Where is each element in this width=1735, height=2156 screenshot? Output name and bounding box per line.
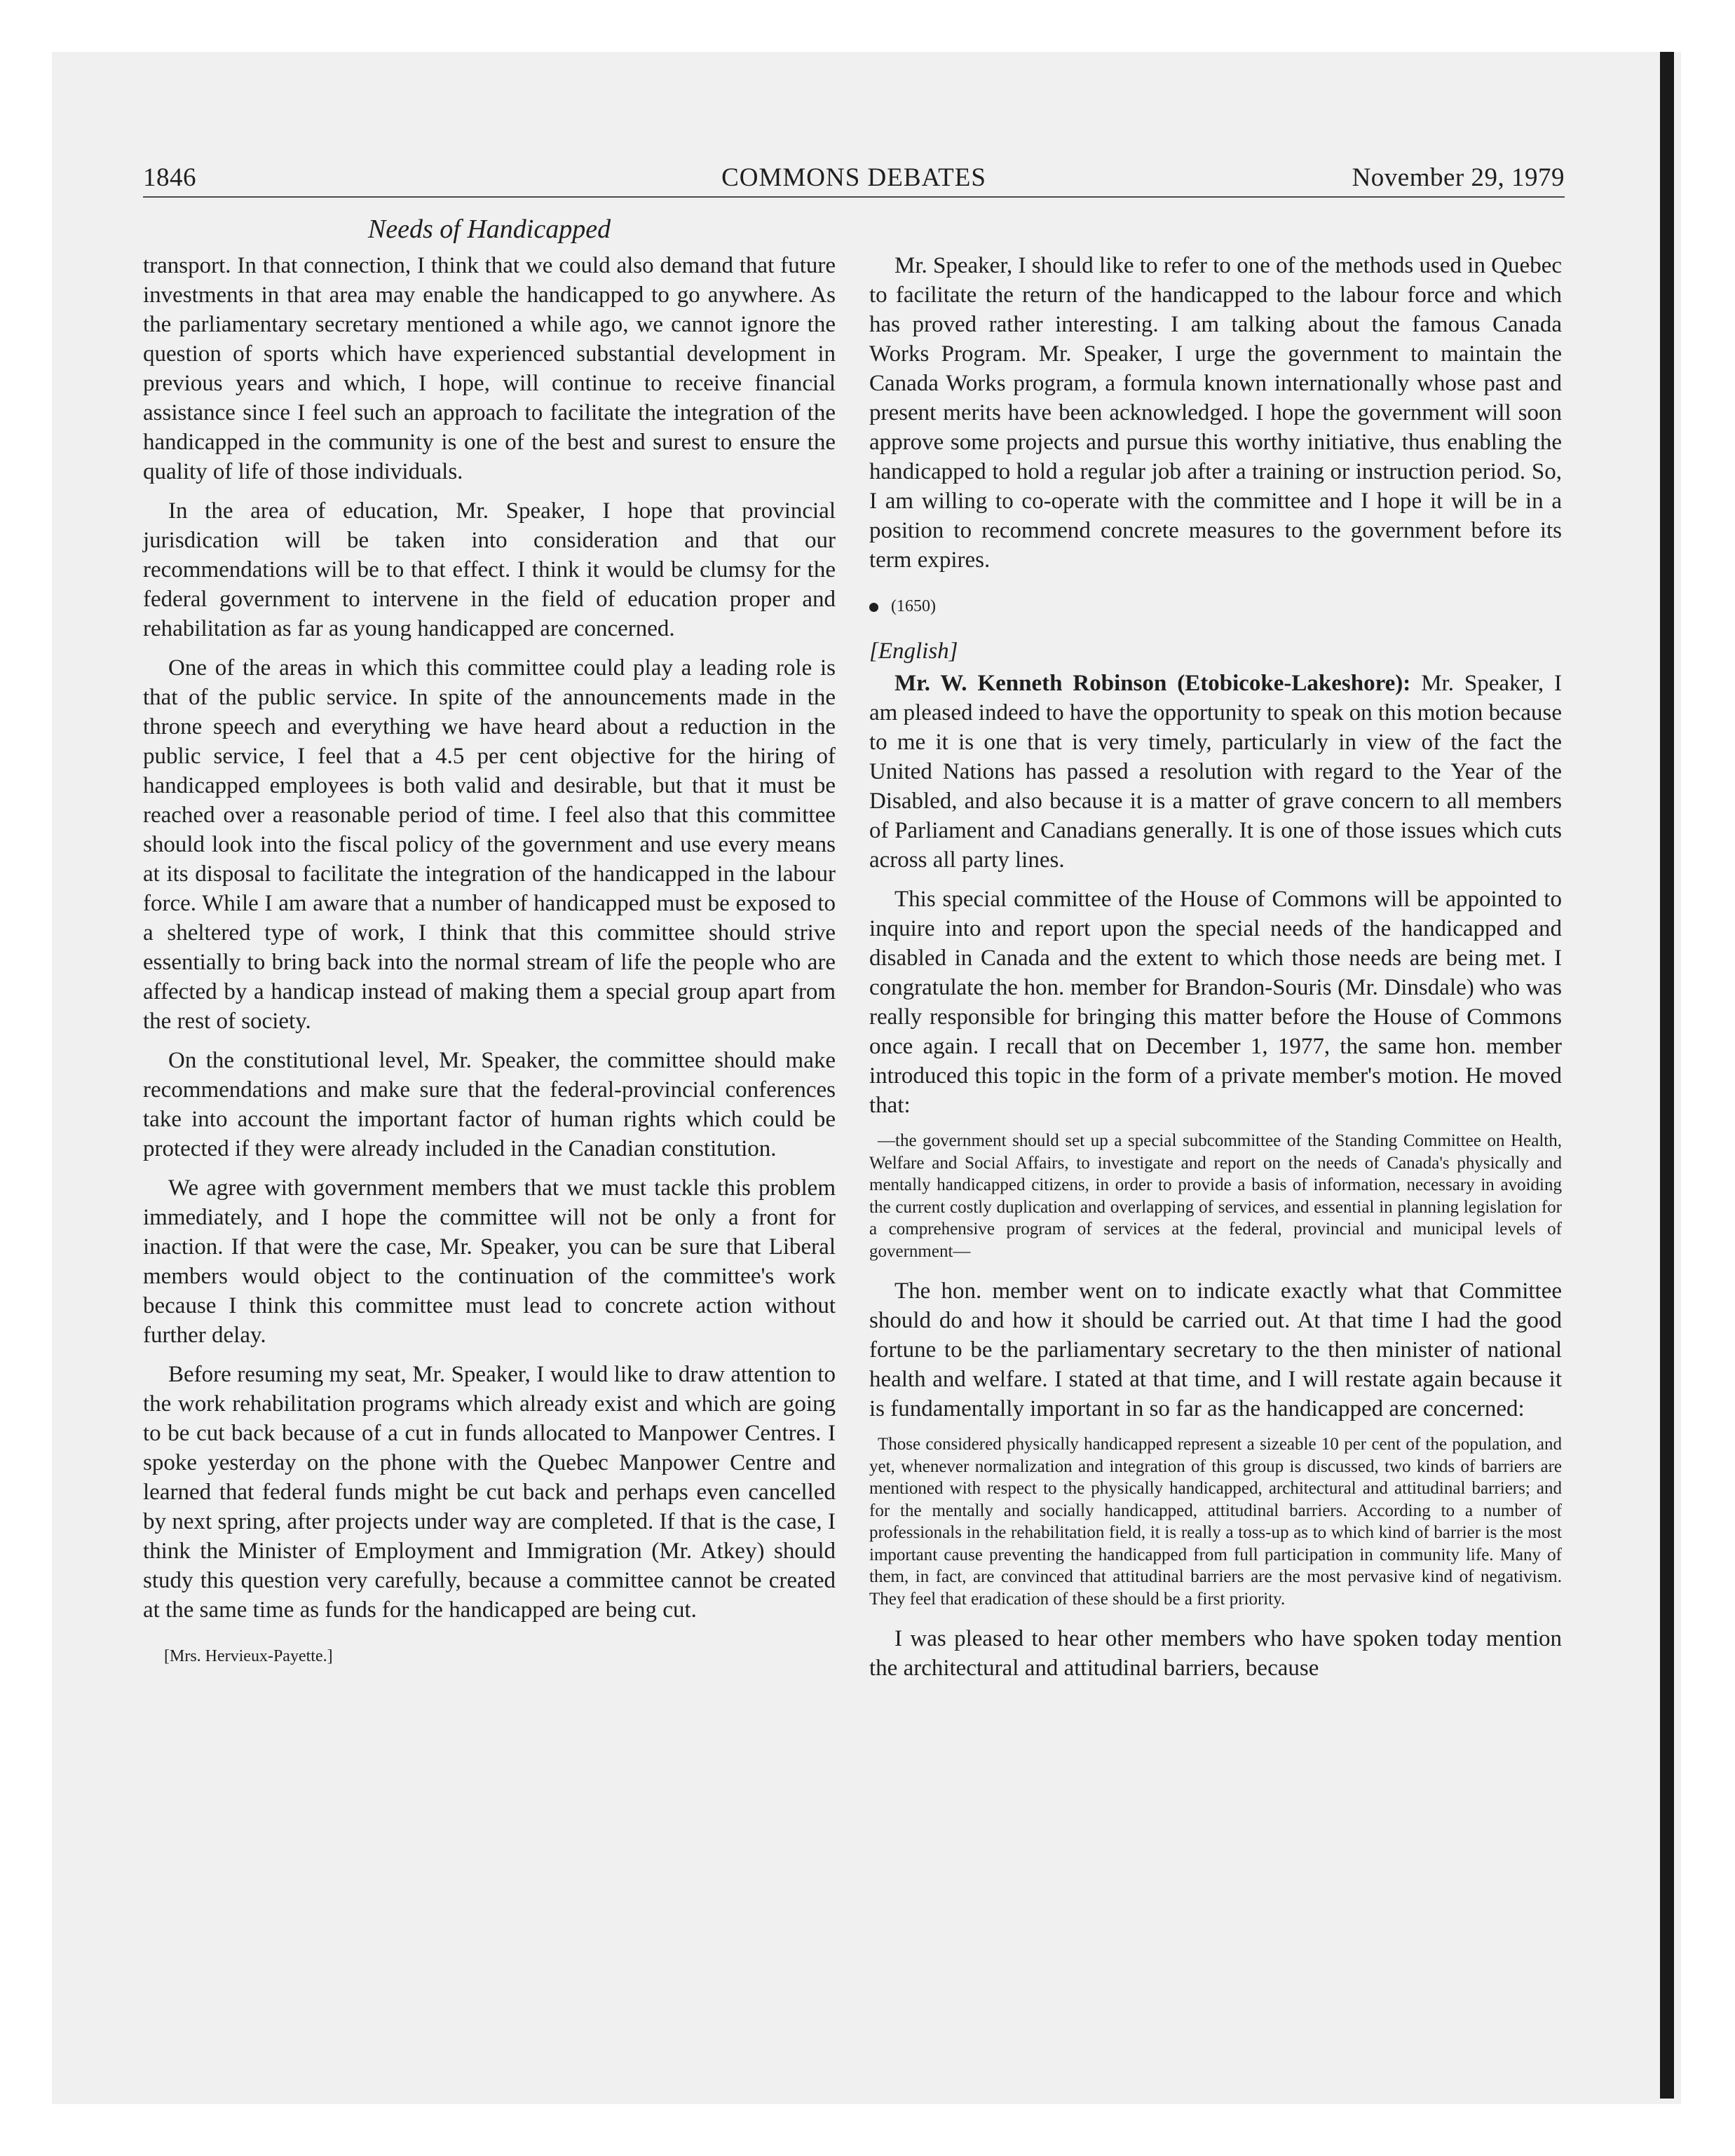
paragraph: transport. In that connection, I think that we could also demand that future investments in that area may enable the handicapped to go anywhere. As the parliamentary secretary mentioned a while ago, we cannot ignore the question of sports which have experienced substantial development in previous years and which, I hope, will continue to receive financial assistance since I feel such an approach to facilitate the integration of the handicapped in the community is one of the best and surest to ensure the quality of life of those individuals. xyxy=(143,253,836,484)
speaker-name: Mr. W. Kenneth Robinson (Etobicoke-Lakeshore): xyxy=(894,671,1411,696)
paragraph: Before resuming my seat, Mr. Speaker, I would like to draw attention to the work rehabilitation programs which already exist and which are going to be cut back because of a cut in funds allocated to Manpower Centres. I spoke yesterday on the phone with the Quebec Manpower Centre and learned that federal funds might be cut back and perhaps even cancelled by next spring, after projects under way are completed. If that is the case, I think the Minister of Employment and Immigration (Mr. Atkey) should study this question very carefully, because a committee cannot be created at the same time as funds for the handicapped are being cut. xyxy=(143,1362,836,1623)
bullet-icon xyxy=(869,603,878,612)
header-rule xyxy=(143,196,1565,198)
scan-edge-shadow xyxy=(1660,52,1674,2099)
paragraph: The hon. member went on to indicate exactly what that Committee should do and how it should be carried out. At that time I had the good fortune to be the parliamentary secretary to the then minister of national health and welfare. I stated at that time, and I will restate again because it is fundamentally important in so far as the handicapped are concerned: xyxy=(869,1278,1562,1421)
paragraph: In the area of education, Mr. Speaker, I hope that provincial jurisdication will be taken into consideration and that our recommendations will be to that effect. I think it would be clumsy for the federal government to intervene in the field of education proper and rehabilitation as far as young handicapped are concerned. xyxy=(143,498,836,641)
right-column xyxy=(869,251,1562,1693)
page-header xyxy=(143,163,1565,198)
left-column xyxy=(143,251,836,1671)
time-marker-text: (1650) xyxy=(891,597,936,615)
paragraph: On the constitutional level, Mr. Speaker, the committee should make recommendations and make sure that the federal-provincial conferences take into account the important factor of human rights which could be protected if they were already included in the Canadian constitution. xyxy=(143,1048,836,1161)
paragraph: We agree with government members that we must tackle this problem immediately, and I hope the committee will not be only a front for inaction. If that were the case, Mr. Speaker, you can be sure that Liberal members would object to the continuation of the committee's work because I think this committee must lead to concrete action without further delay. xyxy=(143,1175,836,1348)
publication-date: November 29, 1979 xyxy=(1352,163,1565,192)
paragraph: This special committee of the House of Commons will be appointed to inquire into and report upon the special needs of the handicapped and disabled in Canada and the extent to which those needs are being met. I congratulate the hon. member for Brandon-Souris (Mr. Dinsdale) who was really responsible for bringing this matter before the House of Commons once again. I recall that on December 1, 1977, the same hon. member introduced this topic in the form of a private member's motion. He moved that: xyxy=(869,887,1562,1118)
block-quote: —the government should set up a special subcommittee of the Standing Committee on Health, Welfare and Social Affairs, to investigate and report on the needs of Canada's physically and mentally handicapped citizens, in order to provide a basis of information, necessary in avoiding the current costly duplication and overlapping of services, and essential in planning legislation for a comprehensive program of services at the federal, provincial and municipal levels of government— xyxy=(869,1131,1562,1261)
speech-text: Mr. Speaker, I am pleased indeed to have the opportunity to speak on this motion because to me it is one that is very timely, particularly in view of the fact the United Nations has passed a resolution with regard to the Year of the Disabled, and also because it is a matter of grave concern to all members of Parliament and Canadians generally. It is one of those issues which cuts across all party lines. xyxy=(869,671,1562,873)
page-number: 1846 xyxy=(143,163,196,192)
paragraph: I was pleased to hear other members who have spoken today mention the architectural and attitudinal barriers, because xyxy=(869,1626,1562,1681)
speaker-attribution: [Mrs. Hervieux-Payette.] xyxy=(164,1647,333,1665)
running-head: Needs of Handicapped xyxy=(367,214,611,244)
paragraph: Mr. Speaker, I should like to refer to one of the methods used in Quebec to facilitate the return of the handicapped to the labour force and which has proved rather interesting. I am talking about the famous Canada Works Program. Mr. Speaker, I urge the government to maintain the Canada Works program, a formula known internationally whose past and present merits have been acknowledged. I hope the government will soon approve some projects and pursue this worthy initiative, thus enabling the handicapped to hold a regular job after a training or instruction period. So, I am willing to co-operate with the committee and I hope it will be in a position to recommend concrete measures to the government before its term expires. xyxy=(869,253,1562,573)
time-marker xyxy=(869,592,1562,621)
language-marker: [English] xyxy=(869,639,958,664)
publication-title: COMMONS DEBATES xyxy=(721,163,986,192)
paragraph xyxy=(869,669,1562,875)
paragraph: One of the areas in which this committee could play a leading role is that of the public service. In spite of the announcements made in the throne speech and everything we have heard about a reduction in the public service, I feel that a 4.5 per cent objective for the hiring of handicapped employees is both valid and desirable, but that it must be reached over a reasonable period of time. I feel also that this committee should look into the fiscal policy of the government and use every means at its disposal to facilitate the integration of the handicapped in the labour force. While I am aware that a number of handicapped must be exposed to a sheltered type of work, I think that this committee should strive essentially to bring back into the normal stream of life the people who are affected by a handicap instead of making them a special group apart from the rest of society. xyxy=(143,655,836,1034)
block-quote: Those considered physically handicapped represent a sizeable 10 per cent of the population, and yet, whenever normalization and integration of this group is discussed, two kinds of barriers are mentioned with respect to the physically handicapped, architectural and attitudinal barriers; and for the mentally and socially handicapped, attitudinal barriers. According to a number of professionals in the rehabilitation field, it is really a toss-up as to which kind of barrier is the most important cause preventing the handicapped from full participation in community life. Many of them, in fact, are convinced that attitudinal barriers are the most pervasive kind of negativism. They feel that eradication of these should be a first priority. xyxy=(869,1435,1562,1609)
